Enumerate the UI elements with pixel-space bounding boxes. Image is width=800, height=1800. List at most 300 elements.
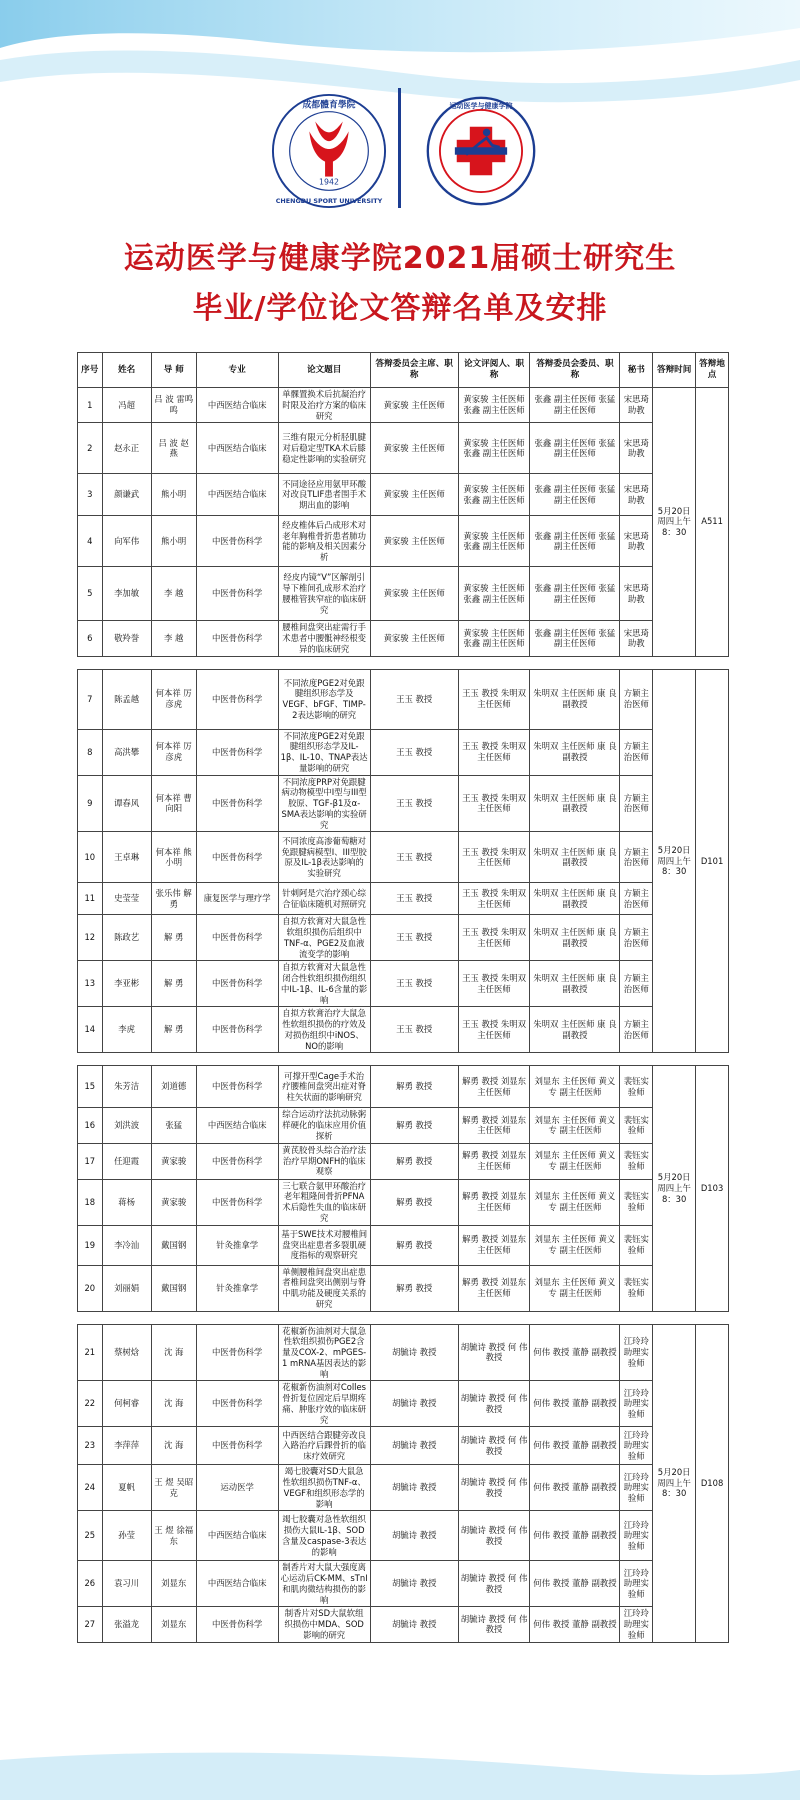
cell-text: 黄家骏 主任医师 <box>383 399 445 410</box>
reviewers <box>458 1465 530 1511</box>
committee-members <box>530 1108 620 1143</box>
cell-text: 李萍萍 <box>114 1440 140 1451</box>
advisor <box>151 1465 196 1511</box>
advisor <box>151 567 196 621</box>
cell-text: 花椒新伤油剂对Colles骨折复位固定后早期疼痛、肿胀疗效的临床研究 <box>282 1382 367 1425</box>
cell-text: 朱明双 主任医师 康 良 副教授 <box>533 927 617 948</box>
svg-text:成都體育學院: 成都體育學院 <box>302 100 356 111</box>
cell-text: 论文评阅人、职称 <box>463 359 525 380</box>
cell-text: 制香片对SD大鼠软组织损伤中MDA、SOD影响的研究 <box>284 1608 364 1640</box>
advisor <box>151 1108 196 1143</box>
cell-text: 答辩委员会委员、职称 <box>536 359 614 380</box>
secretary <box>620 1561 653 1607</box>
committee-chair <box>370 1225 458 1265</box>
page-title-line1: 运动医学与健康学院2021届硕士研究生 <box>123 241 677 276</box>
secretary <box>620 621 653 656</box>
cell-text: 何本祥 熊小明 <box>155 846 192 868</box>
advisor <box>151 1381 196 1427</box>
secretary <box>620 1381 653 1427</box>
cell-text: 刘显东 主任医师 黄义专 副主任医师 <box>534 1114 616 1136</box>
cell-text: 20 <box>84 1282 96 1293</box>
cell-text: 三维有限元分析胫肌腱对后稳定型TKA术后膝稳定性影响的实验研究 <box>282 432 367 464</box>
cell-text: 黄家骏 <box>161 1155 187 1166</box>
committee-members <box>530 1427 620 1465</box>
cell-text: 朱明双 主任医师 康 良 副教授 <box>533 846 617 868</box>
cell-text: 刘显东 主任医师 黄义专 副主任医师 <box>534 1234 616 1255</box>
row-number <box>78 1561 103 1607</box>
row-number <box>78 474 103 516</box>
reviewers <box>458 883 530 915</box>
advisor <box>151 1007 196 1053</box>
reviewers <box>458 1143 530 1179</box>
cell-text: 不同途径应用氨甲环酸对改良TLIF患者围手术期出血的影响 <box>282 478 367 511</box>
row-number <box>78 1511 103 1561</box>
thesis-title <box>278 388 370 423</box>
thesis-title <box>278 423 370 474</box>
cell-text: 刘洪波 <box>114 1120 140 1130</box>
row-number <box>78 1066 103 1108</box>
cell-text: 竭七胶囊对SD大鼠急性软组织损伤TNF-α、VEGF和组织形态学的影响 <box>282 1466 366 1509</box>
cell-text: 史莹莹 <box>114 893 140 904</box>
student-name <box>102 1427 151 1465</box>
cell-text: 15 <box>84 1081 96 1092</box>
major <box>196 1465 278 1511</box>
cell-text: 宋思琦助教 <box>623 627 649 649</box>
cell-text: 江玲玲助理实验师 <box>623 1608 649 1640</box>
committee-members <box>530 1007 620 1053</box>
cell-text: 谭春风 <box>114 798 140 808</box>
thesis-title <box>278 1427 370 1465</box>
cell-text: 单髁置换术后抗凝治疗时限及治疗方案的临床研究 <box>282 389 367 421</box>
cell-text: 解勇 教授 <box>396 1239 433 1250</box>
secretary <box>620 775 653 832</box>
cell-text: 戴国钢 <box>161 1282 187 1293</box>
cell-text: 张鑫 副主任医师 张猛 副主任医师 <box>534 437 616 459</box>
major <box>196 1066 278 1108</box>
row-number <box>78 1179 103 1225</box>
schedule-table <box>77 352 729 657</box>
cell-text: 宋思琦助教 <box>623 583 649 604</box>
cell-text: 中医骨伤科学 <box>212 1024 263 1035</box>
student-name <box>102 621 151 656</box>
committee-chair <box>370 1179 458 1225</box>
cell-text: 王玉 教授 <box>396 798 433 808</box>
cell-text: 25 <box>84 1530 96 1541</box>
cell-text: 何伟 教授 董静 副教授 <box>533 1482 617 1493</box>
student-name <box>102 1381 151 1427</box>
cell-text: 王玉 教授 <box>396 893 433 904</box>
cell-text: 中医骨伤科学 <box>212 932 263 943</box>
cell-text: 江玲玲助理实验师 <box>623 1429 649 1462</box>
committee-members <box>530 516 620 567</box>
committee-members <box>530 1511 620 1561</box>
cell-text: 黄家骏 主任医师 张鑫 副主任医师 <box>463 484 525 505</box>
row-number <box>78 423 103 474</box>
cell-text: 刘显东 主任医师 黄义专 副主任医师 <box>534 1191 616 1212</box>
cell-text: 解勇 教授 <box>396 1081 433 1092</box>
cell-text: 王 煜 吴昭克 <box>154 1477 194 1498</box>
committee-chair <box>370 883 458 915</box>
reviewers <box>458 1108 530 1143</box>
column-header <box>278 353 370 388</box>
major <box>196 567 278 621</box>
committee-members <box>530 1381 620 1427</box>
secretary <box>620 1108 653 1143</box>
reviewers <box>458 832 530 883</box>
thesis-title <box>278 1324 370 1381</box>
group-gap <box>77 1053 729 1065</box>
committee-members <box>530 915 620 961</box>
cell-text: 何本祥 曹向阳 <box>155 792 192 814</box>
committee-members <box>530 621 620 656</box>
cell-text: 不同浓度PRP对免跟腱病动物模型中I型与III型胶原、TGF-β1及α-SMA表达影响的实验研究 <box>281 776 367 830</box>
cell-text: 宋思琦助教 <box>623 484 649 505</box>
table-row <box>78 1381 729 1427</box>
thesis-title <box>278 1225 370 1265</box>
committee-chair <box>370 915 458 961</box>
cell-text: 任迎霞 <box>114 1155 140 1166</box>
cell-text: 中西医结合临床 <box>207 399 267 410</box>
student-name <box>102 1108 151 1143</box>
cell-text: 中医骨伤科学 <box>212 746 263 757</box>
committee-members <box>530 775 620 832</box>
cell-text: 颜谦武 <box>114 489 140 500</box>
cell-text: 李 越 <box>163 633 184 643</box>
cell-text: 19 <box>84 1239 96 1250</box>
cell-text: 张鑫 副主任医师 张猛 副主任医师 <box>534 394 616 416</box>
row-number <box>78 669 103 729</box>
committee-chair <box>370 1427 458 1465</box>
major <box>196 1561 278 1607</box>
major <box>196 1108 278 1143</box>
cell-text: 裴钰实验师 <box>623 1191 649 1212</box>
table-row <box>78 1607 729 1642</box>
thesis-title <box>278 1108 370 1143</box>
cell-text: 王玉 教授 朱明双 主任医师 <box>462 1019 527 1040</box>
defense-place <box>696 1066 729 1311</box>
reviewers <box>458 1511 530 1561</box>
student-name <box>102 1225 151 1265</box>
cell-text: 23 <box>84 1440 96 1451</box>
cell-text: 朱芳洁 <box>114 1081 140 1092</box>
cell-text: 答辩时间 <box>656 364 692 375</box>
row-number <box>78 729 103 775</box>
committee-members <box>530 883 620 915</box>
table-row <box>78 567 729 621</box>
cell-text: 王玉 教授 <box>396 978 433 989</box>
secretary <box>620 669 653 729</box>
cell-text: 朱明双 主任医师 康 良 副教授 <box>533 792 617 814</box>
cell-text: 王卓琳 <box>114 851 140 862</box>
cell-text: 胡毓诗 教授 何 伟 教授 <box>460 1573 528 1594</box>
reviewers <box>458 1427 530 1465</box>
cell-text: 何伟 教授 董静 副教授 <box>533 1347 617 1357</box>
thesis-title <box>278 1561 370 1607</box>
secretary <box>620 1607 653 1642</box>
cell-text: 裴钰实验师 <box>623 1234 649 1255</box>
defense-time <box>653 669 696 1053</box>
major <box>196 1007 278 1053</box>
cell-text: 陈孟越 <box>114 693 140 704</box>
cell-text: 王玉 教授 <box>396 932 433 943</box>
committee-chair <box>370 474 458 516</box>
advisor <box>151 729 196 775</box>
cell-text: 方颖主治医师 <box>623 846 649 868</box>
svg-text:1942: 1942 <box>318 177 340 187</box>
cell-text: 宋思琦助教 <box>623 437 649 459</box>
advisor <box>151 388 196 423</box>
cell-text: 8 <box>87 746 93 757</box>
cell-text: 胡毓诗 教授 何 伟 教授 <box>460 1341 528 1363</box>
cell-text: 12 <box>84 932 96 943</box>
cell-text: 5月20日周四上午8：30 <box>657 505 691 538</box>
secretary <box>620 883 653 915</box>
cell-text: 花椒新伤油剂对大鼠急性软组织损伤PGE2含量及COX-2、mPGES-1 mRNA基因表达的影响 <box>282 1325 367 1379</box>
column-header <box>196 353 278 388</box>
cell-text: 经皮椎体后凸成形术对老年胸椎骨折患者肺功能的影响及相关因素分析 <box>282 519 367 562</box>
cell-text: 可撑开型Cage手术治疗腰椎间盘突出症对脊柱矢状面的影响研究 <box>282 1070 367 1103</box>
advisor <box>151 1427 196 1465</box>
major <box>196 775 278 832</box>
student-name <box>102 669 151 729</box>
thesis-title <box>278 729 370 775</box>
table-row <box>78 961 729 1007</box>
cell-text: 中医骨伤科学 <box>212 1196 263 1207</box>
thesis-title <box>278 775 370 832</box>
committee-chair <box>370 961 458 1007</box>
thesis-title <box>278 516 370 567</box>
thesis-title <box>278 1465 370 1511</box>
cell-text: 中医骨伤科学 <box>212 588 263 599</box>
cell-text: 解勇 教授 <box>396 1196 433 1207</box>
student-name <box>102 567 151 621</box>
column-header <box>458 353 530 388</box>
cell-text: 胡毓诗 教授 何 伟 教授 <box>460 1613 528 1635</box>
cell-text: 中西医结合跟腱旁改良入路治疗后踝骨折的临床疗效研究 <box>282 1429 367 1462</box>
cell-text: 向军伟 <box>114 535 140 546</box>
cell-text: 方颖主治医师 <box>623 888 649 909</box>
cell-text: 沈 海 <box>163 1440 184 1451</box>
student-name <box>102 1265 151 1311</box>
cell-text: 何伟 教授 董静 副教授 <box>533 1398 617 1409</box>
cell-text: 胡毓诗 教授 <box>391 1482 437 1493</box>
cell-text: 李亚彬 <box>114 978 140 989</box>
thesis-title <box>278 915 370 961</box>
cell-text: 黄家骏 主任医师 张鑫 副主任医师 <box>463 627 525 649</box>
student-name <box>102 1607 151 1642</box>
student-name <box>102 883 151 915</box>
cell-text: 江玲玲助理实验师 <box>623 1336 649 1368</box>
defense-place <box>696 388 729 657</box>
cell-text: 腰椎间盘突出症需行手术患者中腰骶神经根变异的临床研究 <box>282 622 367 654</box>
cell-text: 江玲玲助理实验师 <box>623 1387 649 1420</box>
cell-text: D103 <box>700 1183 724 1193</box>
cell-text: 解勇 教授 刘显东 主任医师 <box>462 1114 527 1136</box>
thesis-title <box>278 669 370 729</box>
cell-text: D108 <box>700 1477 724 1488</box>
cell-text: 黄芪胶骨头综合治疗法治疗早期ONFH的临床观察 <box>282 1144 367 1177</box>
row-number <box>78 883 103 915</box>
major <box>196 388 278 423</box>
column-header <box>696 353 729 388</box>
cell-text: 李加敏 <box>114 588 140 599</box>
cell-text: 黄家骏 主任医师 <box>383 489 445 500</box>
column-header <box>653 353 696 388</box>
cell-text: 16 <box>84 1120 96 1130</box>
table-row <box>78 621 729 656</box>
committee-members <box>530 961 620 1007</box>
cell-text: 答辩地点 <box>699 359 725 380</box>
major <box>196 621 278 656</box>
advisor <box>151 1511 196 1561</box>
cell-text: 黄家骏 主任医师 张鑫 副主任医师 <box>463 583 525 604</box>
row-number <box>78 567 103 621</box>
secretary <box>620 729 653 775</box>
cell-text: 张鑫 副主任医师 张猛 副主任医师 <box>534 583 616 604</box>
cell-text: 胡毓诗 教授 <box>391 1530 437 1541</box>
cell-text: 解 勇 <box>163 932 184 943</box>
schedule-table <box>77 669 729 1054</box>
cell-text: 夏帆 <box>118 1482 135 1493</box>
committee-chair <box>370 832 458 883</box>
group-gap <box>77 657 729 669</box>
reviewers <box>458 1381 530 1427</box>
cell-text: 朱明双 主任医师 康 良 副教授 <box>533 741 617 762</box>
cell-text: 中医骨伤科学 <box>212 978 263 989</box>
schedule-table <box>77 1324 729 1643</box>
committee-chair <box>370 1108 458 1143</box>
cell-text: 何本祥 厉彦虎 <box>155 741 192 762</box>
cell-text: 7 <box>87 693 93 704</box>
row-number <box>78 1007 103 1053</box>
cell-text: 方颖主治医师 <box>623 927 649 948</box>
committee-members <box>530 729 620 775</box>
cell-text: 王玉 教授 朱明双 主任医师 <box>462 888 527 909</box>
cell-text: 中西医结合临床 <box>207 1578 267 1589</box>
table-row <box>78 1511 729 1561</box>
thesis-title <box>278 1265 370 1311</box>
cell-text: 方颖主治医师 <box>623 973 649 994</box>
defense-place <box>696 1324 729 1642</box>
secretary <box>620 915 653 961</box>
cell-text: 方颖主治医师 <box>623 792 649 814</box>
advisor <box>151 1143 196 1179</box>
cell-text: 刘显东 <box>161 1619 187 1629</box>
table-row <box>78 1265 729 1311</box>
reviewers <box>458 1324 530 1381</box>
column-header <box>370 353 458 388</box>
cell-text: 张鑫 副主任医师 张猛 副主任医师 <box>534 530 616 552</box>
secretary <box>620 1007 653 1053</box>
advisor <box>151 423 196 474</box>
cell-text: 吕 波 雷鸣鸣 <box>154 394 194 416</box>
cell-text: 沈 海 <box>163 1398 184 1409</box>
cell-text: 胡毓诗 教授 <box>391 1619 437 1629</box>
cell-text: 经皮内镜“V”区解剖引导下椎间孔成形术治疗腰椎管狭窄症的临床研究 <box>282 572 367 615</box>
major <box>196 1179 278 1225</box>
committee-chair <box>370 423 458 474</box>
committee-chair <box>370 1511 458 1561</box>
cell-text: 何柯睿 <box>114 1398 140 1409</box>
cell-text: 解勇 教授 刘显东 主任医师 <box>462 1234 527 1255</box>
reviewers <box>458 516 530 567</box>
cell-text: 秘书 <box>627 364 645 375</box>
advisor <box>151 1066 196 1108</box>
committee-members <box>530 1561 620 1607</box>
cell-text: 论文题目 <box>306 364 342 375</box>
cell-text: 康复医学与理疗学 <box>203 893 271 904</box>
reviewers <box>458 567 530 621</box>
committee-chair <box>370 1465 458 1511</box>
table-row <box>78 516 729 567</box>
table-row <box>78 1143 729 1179</box>
major <box>196 832 278 883</box>
cell-text: 裴钰实验师 <box>623 1114 649 1136</box>
group-gap <box>77 1312 729 1324</box>
reviewers <box>458 669 530 729</box>
committee-chair <box>370 1381 458 1427</box>
committee-chair <box>370 1265 458 1311</box>
thesis-title <box>278 883 370 915</box>
committee-chair <box>370 1143 458 1179</box>
column-header <box>78 353 103 388</box>
committee-chair <box>370 567 458 621</box>
cell-text: 中医骨伤科学 <box>212 693 263 704</box>
row-number <box>78 961 103 1007</box>
cell-text: 王玉 教授 朱明双 主任医师 <box>462 741 527 762</box>
row-number <box>78 516 103 567</box>
cell-text: 刘道德 <box>161 1081 187 1092</box>
secretary <box>620 961 653 1007</box>
column-header <box>102 353 151 388</box>
cell-text: 江玲玲助理实验师 <box>623 1519 649 1552</box>
secretary <box>620 474 653 516</box>
major <box>196 423 278 474</box>
cell-text: 刘显东 主任医师 黄义专 副主任医师 <box>534 1277 616 1298</box>
cell-text: 黄家骏 主任医师 <box>383 442 445 453</box>
cell-text: 王玉 教授 朱明双 主任医师 <box>462 973 527 994</box>
committee-chair <box>370 388 458 423</box>
cell-text: 蒋杨 <box>118 1196 135 1207</box>
cell-text: 熊小明 <box>161 535 187 546</box>
cell-text: 李冷汕 <box>114 1239 140 1250</box>
cell-text: 4 <box>87 535 93 546</box>
cell-text: 黄家骏 主任医师 <box>383 588 445 599</box>
cell-text: 不同浓度PGE2对免跟腱组织形态学及IL-1β、IL-10、TNAP表达量影响的研究 <box>280 730 368 773</box>
defense-time <box>653 1324 696 1642</box>
secretary <box>620 1225 653 1265</box>
row-number <box>78 832 103 883</box>
student-name <box>102 1179 151 1225</box>
cell-text: 冯超 <box>118 399 135 410</box>
student-name <box>102 915 151 961</box>
cell-text: 黄家骏 主任医师 <box>383 633 445 643</box>
row-number <box>78 1427 103 1465</box>
table-row <box>78 1007 729 1053</box>
table-row <box>78 669 729 729</box>
advisor <box>151 669 196 729</box>
student-name <box>102 516 151 567</box>
cell-text: 王玉 教授 朱明双 主任医师 <box>462 688 527 709</box>
cell-text: 江玲玲助理实验师 <box>623 1567 649 1600</box>
cell-text: 方颖主治医师 <box>623 1019 649 1040</box>
committee-chair <box>370 516 458 567</box>
reviewers <box>458 388 530 423</box>
committee-chair <box>370 1007 458 1053</box>
row-number <box>78 621 103 656</box>
committee-members <box>530 474 620 516</box>
row-number <box>78 915 103 961</box>
